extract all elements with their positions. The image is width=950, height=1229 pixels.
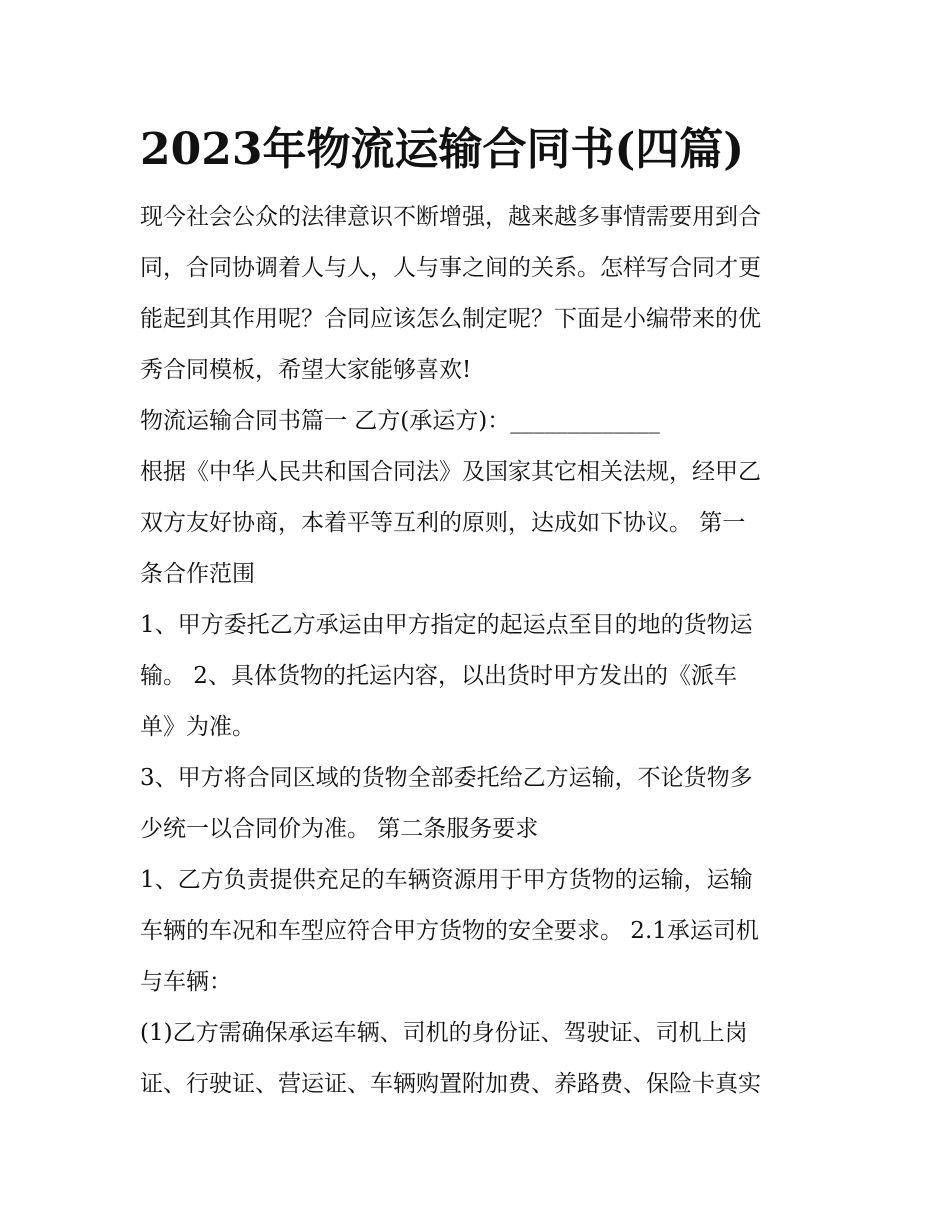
- paragraph-clause-1: [140, 600, 820, 753]
- paragraph-heading-party-b: [140, 396, 820, 447]
- text-line: 同，合同协调着人与人，人与事之间的关系。怎样写合同才更: [140, 255, 761, 281]
- text-line: 条合作范围: [140, 561, 255, 587]
- text-line: 车辆的车况和车型应符合甲方货物的安全要求。 2.1承运司机: [140, 918, 759, 944]
- paragraph-service-1: [140, 855, 820, 1008]
- text-line: 1、甲方委托乙方承运由甲方指定的起运点至目的地的货物运: [140, 612, 753, 638]
- text-line: 输。 2、具体货物的托运内容，以出货时甲方发出的《派车: [140, 663, 737, 689]
- text-line: 少统一以合同价为准。 第二条服务要求: [140, 816, 539, 842]
- text-line: 证、行驶证、营运证、车辆购置附加费、养路费、保险卡真实: [140, 1071, 761, 1097]
- paragraph-clause-3: [140, 753, 820, 855]
- text-line: 现今社会公众的法律意识不断增强，越来越多事情需要用到合: [140, 204, 761, 230]
- document-page: [140, 118, 820, 1110]
- text-line: 能起到其作用呢？合同应该怎么制定呢？下面是小编带来的优: [140, 306, 761, 332]
- text-line: 与车辆：: [140, 969, 232, 995]
- paragraph-intro: [140, 192, 820, 396]
- text-line: 1、乙方负责提供充足的车辆资源用于甲方货物的运输，运输: [140, 867, 753, 893]
- text-line: 单》为准。: [140, 714, 255, 740]
- text-line: 物流运输合同书篇一 乙方(承运方)：_____________: [140, 408, 660, 434]
- text-line: 根据《中华人民共和国合同法》及国家其它相关法规，经甲乙: [140, 459, 761, 485]
- text-line: 秀合同模板，希望大家能够喜欢!: [140, 357, 472, 383]
- paragraph-service-1-1: [140, 1008, 820, 1110]
- text-line: 3、甲方将合同区域的货物全部委托给乙方运输，不论货物多: [140, 765, 753, 791]
- document-title: 2023年物流运输合同书(四篇): [140, 124, 745, 175]
- text-line: 双方友好协商，本着平等互利的原则，达成如下协议。 第一: [140, 510, 746, 536]
- paragraph-basis: [140, 447, 820, 600]
- text-line: (1)乙方需确保承运车辆、司机的身份证、驾驶证、司机上岗: [140, 1020, 748, 1046]
